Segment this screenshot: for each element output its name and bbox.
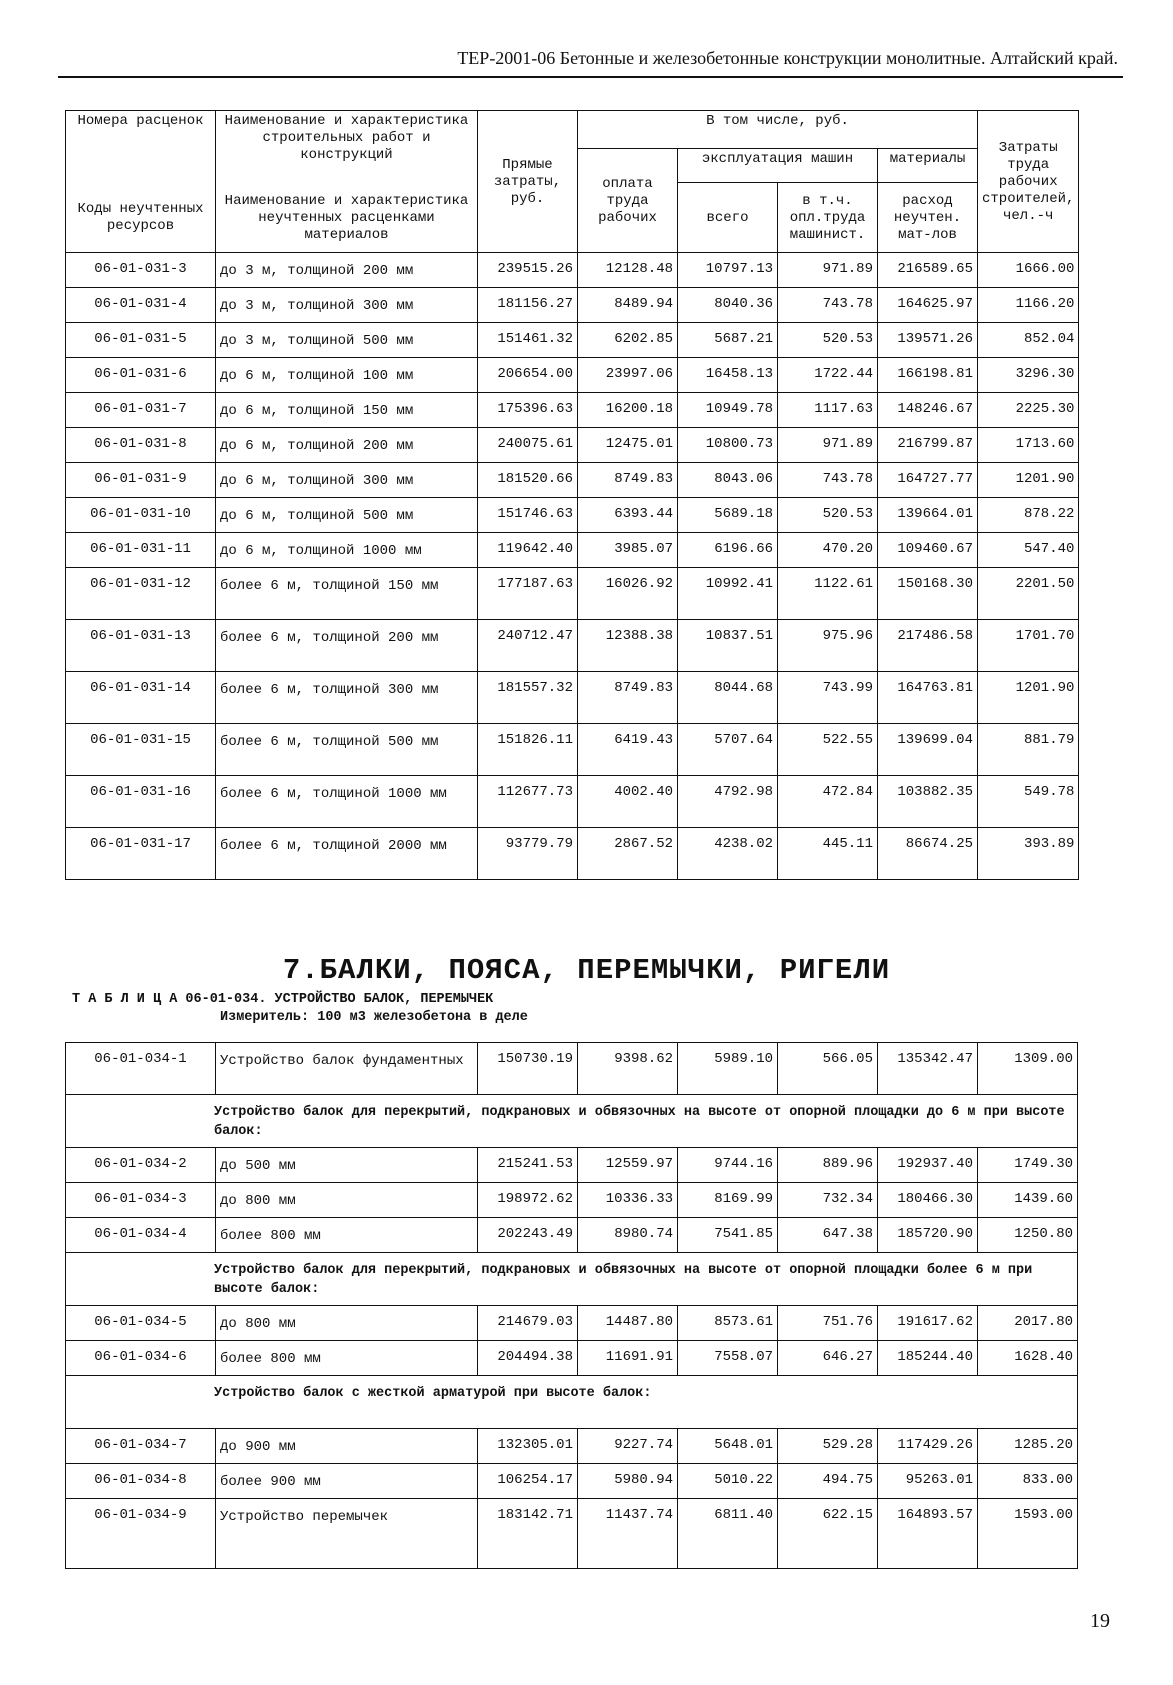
table-caption: Т А Б Л И Ц А 06-01-034. УСТРОЙСТВО БАЛОК, ПЕРЕМЫЧЕК	[72, 992, 494, 1007]
direct-cost: 177187.63	[478, 568, 578, 620]
direct-cost: 239515.26	[478, 253, 578, 288]
labor-cost: 12559.97	[578, 1148, 678, 1183]
table-row	[66, 393, 1079, 428]
materials-cost: 191617.62	[878, 1306, 978, 1341]
labor-cost: 11437.74	[578, 1499, 678, 1569]
rate-code: 06-01-031-17	[66, 828, 216, 880]
labor-cost: 4002.40	[578, 776, 678, 828]
machinist-cost: 751.76	[778, 1306, 878, 1341]
labor-cost: 2867.52	[578, 828, 678, 880]
machines-cost: 10800.73	[678, 428, 778, 463]
running-header: ТЕР-2001-06 Бетонные и железобетонные конструкции монолитные. Алтайский край.	[457, 48, 1118, 68]
labor-cost: 5980.94	[578, 1464, 678, 1499]
materials-cost: 95263.01	[878, 1464, 978, 1499]
rate-name: Устройство балок фундаментных	[216, 1043, 478, 1095]
materials-cost: 216589.65	[878, 253, 978, 288]
header-v-tom-chisle: В том числе, руб.	[578, 111, 978, 149]
labor-hours: 1628.40	[978, 1341, 1078, 1376]
labor-hours: 1749.30	[978, 1148, 1078, 1183]
header-vtch: в т.ч. опл.труда машинист.	[778, 183, 878, 253]
labor-hours: 1250.80	[978, 1218, 1078, 1253]
labor-hours: 1666.00	[978, 253, 1079, 288]
machines-cost: 10837.51	[678, 620, 778, 672]
labor-hours: 1201.90	[978, 463, 1079, 498]
rate-code: 06-01-034-2	[66, 1148, 216, 1183]
machinist-cost: 743.78	[778, 463, 878, 498]
rate-name: до 6 м, толщиной 150 мм	[216, 393, 478, 428]
header-rule	[58, 76, 1123, 78]
rate-code: 06-01-031-15	[66, 724, 216, 776]
rate-name: до 6 м, толщиной 100 мм	[216, 358, 478, 393]
rate-name: до 800 мм	[216, 1306, 478, 1341]
machinist-cost: 1722.44	[778, 358, 878, 393]
table-row	[66, 323, 1079, 358]
labor-cost: 9227.74	[578, 1429, 678, 1464]
rate-code: 06-01-031-13	[66, 620, 216, 672]
direct-cost: 181156.27	[478, 288, 578, 323]
machinist-cost: 566.05	[778, 1043, 878, 1095]
machinist-cost: 470.20	[778, 533, 878, 568]
machines-cost: 7541.85	[678, 1218, 778, 1253]
labor-hours: 2225.30	[978, 393, 1079, 428]
machines-cost: 10797.13	[678, 253, 778, 288]
rates-table-06-01-034	[65, 1042, 1078, 1569]
table-row	[66, 1341, 1078, 1376]
rate-name: до 3 м, толщиной 500 мм	[216, 323, 478, 358]
labor-cost: 10336.33	[578, 1183, 678, 1218]
machines-cost: 8040.36	[678, 288, 778, 323]
table-row	[66, 672, 1079, 724]
direct-cost: 240712.47	[478, 620, 578, 672]
rate-name: до 6 м, толщиной 1000 мм	[216, 533, 478, 568]
rate-name: Устройство перемычек	[216, 1499, 478, 1569]
table-row	[66, 1306, 1078, 1341]
materials-cost: 139571.26	[878, 323, 978, 358]
rate-code: 06-01-031-8	[66, 428, 216, 463]
rate-name: более 6 м, толщиной 500 мм	[216, 724, 478, 776]
rate-code: 06-01-031-14	[66, 672, 216, 724]
header-naim: Наименование и характеристика строительных работ и конструкций	[216, 111, 478, 183]
table-row	[66, 533, 1079, 568]
table-row	[66, 1464, 1078, 1499]
subhead-text: Устройство балок для перекрытий, подкрановых и обвязочных на высоте от опорной площадки до 6 м при высоте балок:	[66, 1095, 1078, 1148]
direct-cost: 198972.62	[478, 1183, 578, 1218]
rate-code: 06-01-034-3	[66, 1183, 216, 1218]
header-naim2: Наименование и характеристика неучтенных расценками материалов	[216, 183, 478, 253]
rate-code: 06-01-034-1	[66, 1043, 216, 1095]
rate-code: 06-01-034-6	[66, 1341, 216, 1376]
machines-cost: 16458.13	[678, 358, 778, 393]
table-row	[66, 1183, 1078, 1218]
direct-cost: 175396.63	[478, 393, 578, 428]
machines-cost: 5689.18	[678, 498, 778, 533]
rate-code: 06-01-031-12	[66, 568, 216, 620]
materials-cost: 164893.57	[878, 1499, 978, 1569]
materials-cost: 164625.97	[878, 288, 978, 323]
rate-name: до 6 м, толщиной 200 мм	[216, 428, 478, 463]
labor-hours: 1593.00	[978, 1499, 1078, 1569]
header-zatraty: Затраты труда рабочих строителей, чел.-ч	[978, 111, 1079, 253]
rate-name: более 800 мм	[216, 1218, 478, 1253]
rate-name: более 6 м, толщиной 150 мм	[216, 568, 478, 620]
labor-cost: 8980.74	[578, 1218, 678, 1253]
labor-hours: 881.79	[978, 724, 1079, 776]
machinist-cost: 732.34	[778, 1183, 878, 1218]
rate-name: более 6 м, толщиной 200 мм	[216, 620, 478, 672]
machinist-cost: 494.75	[778, 1464, 878, 1499]
table-row	[66, 568, 1079, 620]
materials-cost: 139664.01	[878, 498, 978, 533]
labor-hours: 393.89	[978, 828, 1079, 880]
machines-cost: 4792.98	[678, 776, 778, 828]
direct-cost: 150730.19	[478, 1043, 578, 1095]
rate-code: 06-01-031-16	[66, 776, 216, 828]
labor-hours: 1713.60	[978, 428, 1079, 463]
direct-cost: 151746.63	[478, 498, 578, 533]
materials-cost: 180466.30	[878, 1183, 978, 1218]
rate-name: более 6 м, толщиной 1000 мм	[216, 776, 478, 828]
direct-cost: 151461.32	[478, 323, 578, 358]
materials-cost: 192937.40	[878, 1148, 978, 1183]
machinist-cost: 520.53	[778, 323, 878, 358]
machinist-cost: 647.38	[778, 1218, 878, 1253]
labor-cost: 6202.85	[578, 323, 678, 358]
header-materialy: материалы	[878, 149, 978, 183]
rate-code: 06-01-031-5	[66, 323, 216, 358]
materials-cost: 135342.47	[878, 1043, 978, 1095]
labor-cost: 6419.43	[578, 724, 678, 776]
materials-cost: 150168.30	[878, 568, 978, 620]
table-subhead-row	[66, 1095, 1078, 1148]
header-ekspluatatsiya: эксплуатация машин	[678, 149, 878, 183]
direct-cost: 119642.40	[478, 533, 578, 568]
page-number: 19	[1090, 1610, 1110, 1632]
labor-hours: 2201.50	[978, 568, 1079, 620]
labor-cost: 16200.18	[578, 393, 678, 428]
labor-cost: 9398.62	[578, 1043, 678, 1095]
header-rashod: расход неучтен. мат-лов	[878, 183, 978, 253]
labor-hours: 1201.90	[978, 672, 1079, 724]
rate-name: до 3 м, толщиной 300 мм	[216, 288, 478, 323]
machinist-cost: 529.28	[778, 1429, 878, 1464]
machinist-cost: 445.11	[778, 828, 878, 880]
direct-cost: 240075.61	[478, 428, 578, 463]
rate-code: 06-01-031-6	[66, 358, 216, 393]
labor-cost: 11691.91	[578, 1341, 678, 1376]
materials-cost: 103882.35	[878, 776, 978, 828]
rate-name: до 800 мм	[216, 1183, 478, 1218]
direct-cost: 215241.53	[478, 1148, 578, 1183]
table-row	[66, 776, 1079, 828]
labor-cost: 23997.06	[578, 358, 678, 393]
section-title: 7.БАЛКИ, ПОЯСА, ПЕРЕМЫЧКИ, РИГЕЛИ	[282, 954, 891, 987]
machines-cost: 5989.10	[678, 1043, 778, 1095]
materials-cost: 139699.04	[878, 724, 978, 776]
rate-code: 06-01-034-4	[66, 1218, 216, 1253]
table-measure: Измеритель: 100 м3 железобетона в деле	[220, 1010, 528, 1025]
rate-name: более 6 м, толщиной 300 мм	[216, 672, 478, 724]
machinist-cost: 743.99	[778, 672, 878, 724]
materials-cost: 185244.40	[878, 1341, 978, 1376]
materials-cost: 109460.67	[878, 533, 978, 568]
labor-cost: 8749.83	[578, 463, 678, 498]
table-row	[66, 358, 1079, 393]
direct-cost: 106254.17	[478, 1464, 578, 1499]
machines-cost: 4238.02	[678, 828, 778, 880]
labor-cost: 6393.44	[578, 498, 678, 533]
machines-cost: 5687.21	[678, 323, 778, 358]
header-pryamye: Прямые затраты, руб.	[478, 111, 578, 253]
rate-code: 06-01-031-4	[66, 288, 216, 323]
direct-cost: 204494.38	[478, 1341, 578, 1376]
table-row	[66, 620, 1079, 672]
rate-code: 06-01-034-5	[66, 1306, 216, 1341]
labor-hours: 549.78	[978, 776, 1079, 828]
labor-hours: 878.22	[978, 498, 1079, 533]
labor-hours: 1285.20	[978, 1429, 1078, 1464]
rate-name: более 6 м, толщиной 2000 мм	[216, 828, 478, 880]
table-row	[66, 1148, 1078, 1183]
header-vsego: всего	[678, 183, 778, 253]
labor-hours: 1166.20	[978, 288, 1079, 323]
table-row	[66, 1043, 1078, 1095]
direct-cost: 183142.71	[478, 1499, 578, 1569]
labor-cost: 12475.01	[578, 428, 678, 463]
labor-cost: 16026.92	[578, 568, 678, 620]
materials-cost: 164727.77	[878, 463, 978, 498]
rate-name: до 500 мм	[216, 1148, 478, 1183]
table-row	[66, 1218, 1078, 1253]
table-row	[66, 253, 1079, 288]
subhead-text: Устройство балок с жесткой арматурой при высоте балок:	[66, 1376, 1078, 1429]
materials-cost: 164763.81	[878, 672, 978, 724]
machinist-cost: 520.53	[778, 498, 878, 533]
direct-cost: 202243.49	[478, 1218, 578, 1253]
machinist-cost: 971.89	[778, 428, 878, 463]
rate-name: до 6 м, толщиной 300 мм	[216, 463, 478, 498]
machinist-cost: 971.89	[778, 253, 878, 288]
machines-cost: 6811.40	[678, 1499, 778, 1569]
labor-cost: 12388.38	[578, 620, 678, 672]
rate-code: 06-01-031-3	[66, 253, 216, 288]
direct-cost: 181520.66	[478, 463, 578, 498]
rate-code: 06-01-031-7	[66, 393, 216, 428]
table-row	[66, 288, 1079, 323]
labor-hours: 1309.00	[978, 1043, 1078, 1095]
machines-cost: 8043.06	[678, 463, 778, 498]
machinist-cost: 472.84	[778, 776, 878, 828]
machines-cost: 6196.66	[678, 533, 778, 568]
machines-cost: 7558.07	[678, 1341, 778, 1376]
machines-cost: 8169.99	[678, 1183, 778, 1218]
labor-hours: 2017.80	[978, 1306, 1078, 1341]
machinist-cost: 646.27	[778, 1341, 878, 1376]
materials-cost: 185720.90	[878, 1218, 978, 1253]
table-row	[66, 828, 1079, 880]
machines-cost: 10992.41	[678, 568, 778, 620]
rates-table-06-01-031	[65, 110, 1079, 880]
rate-code: 06-01-031-10	[66, 498, 216, 533]
labor-hours: 547.40	[978, 533, 1079, 568]
table-row	[66, 498, 1079, 533]
machines-cost: 8044.68	[678, 672, 778, 724]
machinist-cost: 522.55	[778, 724, 878, 776]
table-row	[66, 1499, 1078, 1569]
machines-cost: 5010.22	[678, 1464, 778, 1499]
machines-cost: 8573.61	[678, 1306, 778, 1341]
rate-name: более 800 мм	[216, 1341, 478, 1376]
machines-cost: 5648.01	[678, 1429, 778, 1464]
table-row	[66, 463, 1079, 498]
labor-hours: 1439.60	[978, 1183, 1078, 1218]
header-oplata: оплата труда рабочих	[578, 149, 678, 253]
table-row	[66, 428, 1079, 463]
machinist-cost: 743.78	[778, 288, 878, 323]
labor-cost: 14487.80	[578, 1306, 678, 1341]
materials-cost: 117429.26	[878, 1429, 978, 1464]
labor-cost: 3985.07	[578, 533, 678, 568]
machinist-cost: 975.96	[778, 620, 878, 672]
labor-hours: 1701.70	[978, 620, 1079, 672]
direct-cost: 112677.73	[478, 776, 578, 828]
machinist-cost: 622.15	[778, 1499, 878, 1569]
subhead-text: Устройство балок для перекрытий, подкрановых и обвязочных на высоте от опорной площадки более 6 м при высоте балок:	[66, 1253, 1078, 1306]
machines-cost: 5707.64	[678, 724, 778, 776]
materials-cost: 86674.25	[878, 828, 978, 880]
table-row	[66, 724, 1079, 776]
materials-cost: 148246.67	[878, 393, 978, 428]
labor-hours: 852.04	[978, 323, 1079, 358]
labor-hours: 833.00	[978, 1464, 1078, 1499]
direct-cost: 214679.03	[478, 1306, 578, 1341]
rate-code: 06-01-031-11	[66, 533, 216, 568]
labor-cost: 8749.83	[578, 672, 678, 724]
rate-name: более 900 мм	[216, 1464, 478, 1499]
direct-cost: 151826.11	[478, 724, 578, 776]
rate-name: до 3 м, толщиной 200 мм	[216, 253, 478, 288]
rate-code: 06-01-031-9	[66, 463, 216, 498]
machines-cost: 10949.78	[678, 393, 778, 428]
machinist-cost: 1117.63	[778, 393, 878, 428]
rate-code: 06-01-034-9	[66, 1499, 216, 1569]
direct-cost: 181557.32	[478, 672, 578, 724]
direct-cost: 93779.79	[478, 828, 578, 880]
rate-name: до 6 м, толщиной 500 мм	[216, 498, 478, 533]
machinist-cost: 889.96	[778, 1148, 878, 1183]
machinist-cost: 1122.61	[778, 568, 878, 620]
labor-hours: 3296.30	[978, 358, 1079, 393]
labor-cost: 8489.94	[578, 288, 678, 323]
materials-cost: 216799.87	[878, 428, 978, 463]
table-subhead-row	[66, 1376, 1078, 1429]
rate-code: 06-01-034-7	[66, 1429, 216, 1464]
labor-cost: 12128.48	[578, 253, 678, 288]
rate-code: 06-01-034-8	[66, 1464, 216, 1499]
table-row	[66, 1429, 1078, 1464]
materials-cost: 166198.81	[878, 358, 978, 393]
materials-cost: 217486.58	[878, 620, 978, 672]
direct-cost: 132305.01	[478, 1429, 578, 1464]
machines-cost: 9744.16	[678, 1148, 778, 1183]
header-nomera: Номера расценок	[66, 111, 216, 183]
table-subhead-row	[66, 1253, 1078, 1306]
direct-cost: 206654.00	[478, 358, 578, 393]
rate-name: до 900 мм	[216, 1429, 478, 1464]
header-kody: Коды неучтенных ресурсов	[66, 183, 216, 253]
